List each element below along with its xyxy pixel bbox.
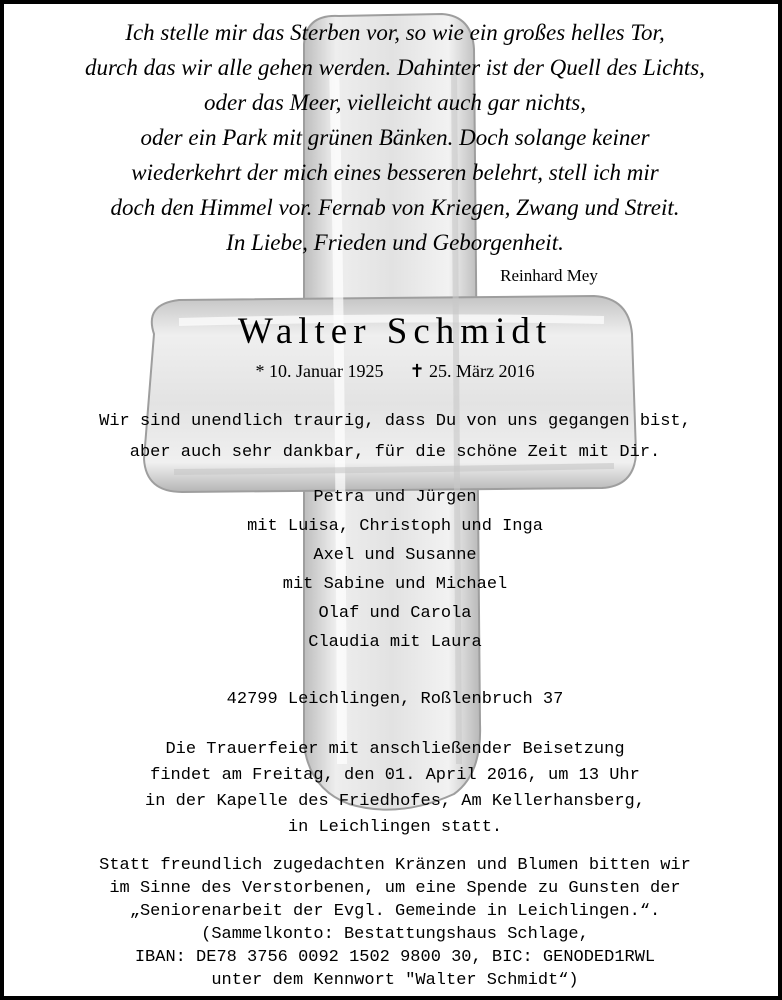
poem-line: oder das Meer, vielleicht auch gar nichts, — [204, 90, 586, 115]
birth-date: * 10. Januar 1925 — [255, 361, 384, 381]
family-line: mit Sabine und Michael — [282, 575, 508, 594]
ceremony-line: in der Kapelle des Friedhofes, Am Kellerhansberg, — [145, 792, 645, 811]
donation-line: im Sinne des Verstorbenen, um eine Spende zu Gunsten der — [109, 879, 681, 898]
address-line: 42799 Leichlingen, Roßlenbruch 37 — [226, 690, 564, 709]
message-line: aber auch sehr dankbar, für die schöne Zeit mit Dir. — [129, 443, 661, 462]
donation-line: (Sammelkonto: Bestattungshaus Schlage, — [201, 925, 589, 944]
ceremony-line: Die Trauerfeier mit anschließender Beisetzung — [165, 740, 625, 759]
deceased-name: Walter Schmidt — [237, 311, 553, 352]
family-line: Claudia mit Laura — [308, 633, 482, 652]
poem-line: wiederkehrt der mich eines besseren belehrt, stell ich mir — [131, 160, 659, 185]
ceremony-line: in Leichlingen statt. — [287, 818, 503, 837]
poem-line: oder ein Park mit grünen Bänken. Doch solange keiner — [140, 125, 650, 150]
donation-line: „Seniorenarbeit der Evgl. Gemeinde in Leichlingen.“. — [129, 902, 661, 921]
family-line: Axel und Susanne — [313, 546, 477, 565]
family-line: Olaf und Carola — [318, 604, 472, 623]
poem-line: doch den Himmel vor. Fernab von Kriegen, Zwang und Streit. — [110, 195, 680, 220]
life-dates — [4, 361, 782, 382]
death-date: ✝ 25. März 2016 — [409, 361, 535, 381]
poem-line: Ich stelle mir das Sterben vor, so wie ein großes helles Tor, — [125, 20, 665, 45]
poem-line: In Liebe, Frieden und Geborgenheit. — [226, 230, 564, 255]
message-line: Wir sind unendlich traurig, dass Du von uns gegangen bist, — [99, 412, 691, 431]
family-line: mit Luisa, Christoph und Inga — [247, 517, 543, 536]
donation-line: IBAN: DE78 3756 0092 1502 9800 30, BIC: GENODED1RWL — [134, 948, 656, 967]
family-line: Petra und Jürgen — [313, 488, 477, 507]
donation-line: unter dem Kennwort "Walter Schmidt“) — [211, 971, 579, 990]
poem-line: durch das wir alle gehen werden. Dahinter ist der Quell des Lichts, — [85, 55, 705, 80]
poem-author: Reinhard Mey — [500, 266, 598, 285]
donation-line: Statt freundlich zugedachten Kränzen und Blumen bitten wir — [99, 856, 691, 875]
ceremony-line: findet am Freitag, den 01. April 2016, um 13 Uhr — [150, 766, 640, 785]
